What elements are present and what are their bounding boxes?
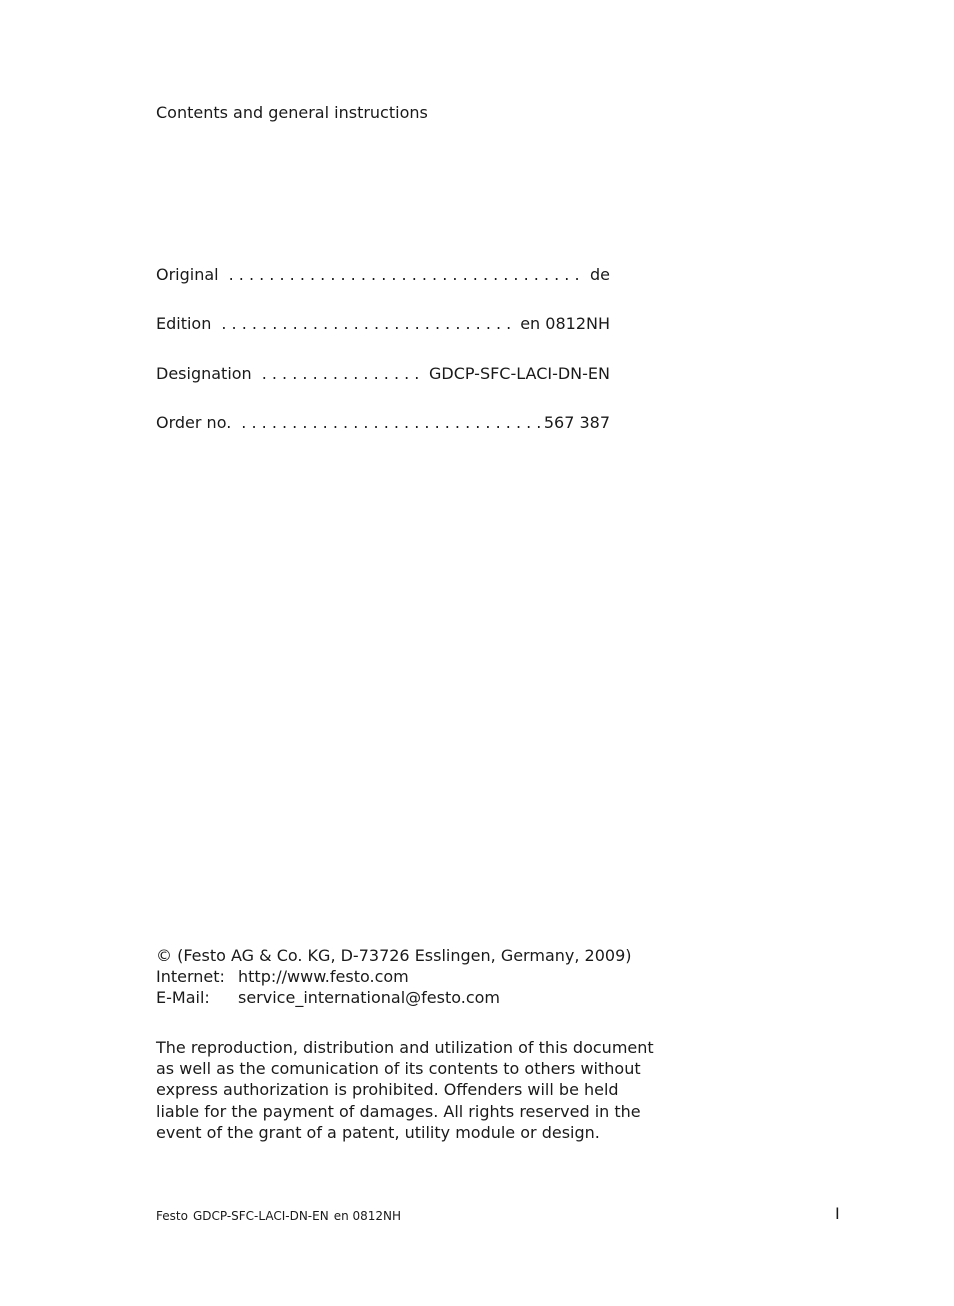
internet-row <box>156 966 409 987</box>
legal-notice-line: liable for the payment of damages. All rights reserved in the <box>156 1101 641 1121</box>
internet-label: Internet: <box>156 967 225 986</box>
info-value: en 0812NH <box>520 314 610 333</box>
info-value: 567 387 <box>543 413 610 432</box>
info-label: Designation <box>156 364 252 383</box>
info-label: Order no. <box>156 413 232 432</box>
footer-designation: GDCP-SFC-LACI-DN-EN <box>192 1209 329 1223</box>
leader-dots <box>262 363 425 385</box>
document-info-row-order-no <box>156 412 610 434</box>
page-title: Contents and general instructions <box>156 103 428 122</box>
leader-dots <box>221 313 516 335</box>
leader-dots <box>229 264 586 286</box>
footer-company: Festo <box>156 1209 188 1223</box>
internet-link[interactable]: http://www.festo.com <box>238 967 409 986</box>
legal-notice-line: event of the grant of a patent, utility module or design. <box>156 1122 600 1142</box>
document-info-row-original <box>156 264 610 286</box>
footer-edition: en 0812NH <box>333 1209 402 1223</box>
copyright-notice: © (Festo AG & Co. KG, D-73726 Esslingen, Germany, 2009) <box>156 946 632 965</box>
email-label: E-Mail: <box>156 988 210 1007</box>
info-label: Edition <box>156 314 212 333</box>
info-value: de <box>590 265 610 284</box>
info-value: GDCP-SFC-LACI-DN-EN <box>428 364 610 383</box>
footer <box>156 1208 406 1224</box>
page-number: I <box>835 1204 840 1223</box>
legal-notice-line: The reproduction, distribution and utilization of this document <box>156 1038 654 1057</box>
legal-notice <box>156 1037 654 1143</box>
legal-notice-line: as well as the comunication of its contents to others without <box>156 1059 641 1079</box>
document-info-row-edition <box>156 313 610 335</box>
email-row <box>156 987 500 1008</box>
leader-dots <box>241 412 540 434</box>
email-link[interactable]: service_international@festo.com <box>238 988 501 1007</box>
info-label: Original <box>156 265 219 284</box>
document-info-row-designation <box>156 363 610 385</box>
legal-notice-line: express authorization is prohibited. Offenders will be held <box>156 1080 619 1100</box>
